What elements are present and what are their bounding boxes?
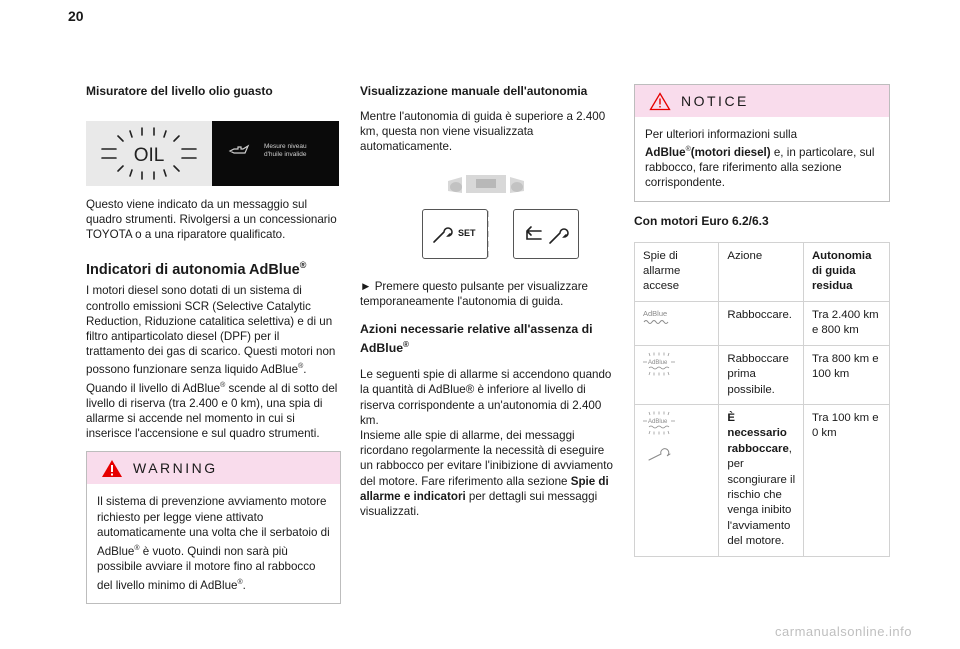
table-row <box>635 301 890 345</box>
table-cell-action <box>719 404 804 556</box>
table-cell-range: Tra 800 km e 100 km <box>803 345 889 404</box>
registered-mark: ® <box>134 544 140 552</box>
table-icon-cell <box>635 404 719 556</box>
watermark-footer: carmanualsonline.info <box>775 624 912 639</box>
notice-title: NOTICE <box>681 93 749 109</box>
warning-text-part3: . <box>242 578 246 592</box>
oil-description: Questo viene indicato da un messaggio sul quadro strumenti. Rivolgersi a un concessionario TOYOTA o a una riparatore qualificato. <box>86 198 337 242</box>
actions-p2-part1: Insieme alle spie di allarme, dei messaggi ricordano regolarmente la necessità di eseguire un rabbocco per evitare l'inibizione di avviamento del motore. Fare riferimento alla sezione <box>360 428 613 488</box>
notice-text-part1: Per ulteriori informazioni sulla <box>645 128 798 141</box>
notice-bold-diesel: (motori diesel) <box>690 146 771 160</box>
table-row <box>635 404 890 556</box>
warning-header <box>87 452 340 484</box>
notice-text-part2: e, in particolare, sul rabbocco, fare riferimento alla sezione corrispondente. <box>645 146 875 190</box>
warning-box <box>86 451 341 604</box>
adblue-flashing-icon <box>643 352 675 376</box>
oil-label: OIL <box>133 145 165 166</box>
actions-paragraph-2 <box>360 428 618 519</box>
manual-display-heading: Visualizzazione manuale dell'autonomia <box>360 84 588 98</box>
table-row <box>635 345 890 404</box>
must-refill-bold: È necessario rabboccare <box>727 411 789 455</box>
table-icon-cell <box>635 345 719 404</box>
table-header-cell: Autonomia di guida residua <box>803 242 889 301</box>
table-header-cell: Spie di allarme accese <box>635 242 719 301</box>
notice-text <box>645 127 880 191</box>
registered-mark: ® <box>403 340 409 350</box>
actions-heading-text: Azioni necessarie relative all'assenza di AdBlue <box>360 322 593 356</box>
oil-display-screen <box>212 121 339 186</box>
adblue-icon-label: AdBlue <box>648 418 668 425</box>
registered-mark: ® <box>685 146 691 154</box>
column-left <box>86 84 341 604</box>
table-icon-cell <box>635 301 719 345</box>
oil-message-line2: d'huile invalide <box>264 150 307 158</box>
dashboard-icon <box>442 167 530 203</box>
table-header-cell: Azione <box>719 242 804 301</box>
column-middle <box>360 84 618 519</box>
adblue-flashing-icon <box>643 411 675 435</box>
warning-text <box>97 494 331 593</box>
return-wrench-icon <box>523 224 571 246</box>
registered-mark: ® <box>298 363 304 371</box>
warning-text-part1: Il sistema di prevenzione avviamento motore richiesto per legge viene attivato automaticamente una volta che il serbatoio di AdBlue <box>97 495 330 558</box>
actions-heading <box>360 322 618 356</box>
table-cell-action: Rabboccare. <box>719 301 804 345</box>
adblue-heading-text: Indicatori di autonomia AdBlue <box>86 261 300 278</box>
oil-warning-illustration <box>86 121 339 186</box>
adblue-text-part3: scende al di sotto del livello di riserva (tra 2.400 e 0 km), una spia di allarme si accende nel momento in cui si inserisce l'accensione e sul quadro strumenti. <box>86 381 338 440</box>
table-cell-range: Tra 100 km e 0 km <box>803 404 889 556</box>
column-right <box>634 84 890 557</box>
warning-title: WARNING <box>133 460 218 477</box>
notice-box <box>634 84 890 202</box>
adblue-heading <box>86 256 341 279</box>
euro-engines-heading: Con motori Euro 6.2/6.3 <box>634 213 769 228</box>
oil-message-line1: Mesure niveau <box>264 143 307 150</box>
actions-paragraph-1: Le seguenti spie di allarme si accendono quando la quantità di AdBlue® è inferiore al livello di riserva corrispondente a un'autonomia di 2.400 km. <box>360 368 612 427</box>
warning-lights-section-ref: Spie di allarme e indicatori <box>360 474 609 503</box>
notice-bold-adblue: AdBlue <box>645 146 686 160</box>
registered-mark: ® <box>220 381 226 389</box>
adblue-text-part1: I motori diesel sono dotati di un sistema di controllo emissioni SCR (Selective Catalytic Reduction, Riduzione catalitica selettiva) e di un filtro antiparticolato diesel (DPF) per il trattamento dei gas di scarico. Questi motori non possono funzionare senza liquido AdBlue <box>86 284 336 377</box>
table-cell-range: Tra 2.400 km e 800 km <box>803 301 889 345</box>
adblue-icon <box>643 308 673 326</box>
must-refill-rest: , per scongiurare il rischio che venga inibito l'avviamento del motore. <box>727 442 796 548</box>
table-header-row <box>635 242 890 301</box>
adblue-description <box>86 283 341 441</box>
warning-triangle-icon <box>101 459 123 478</box>
set-button-illustration <box>360 167 618 259</box>
oil-gauge-heading: Misuratore del livello olio guasto <box>86 84 273 98</box>
actions-p2-part2: per dettagli sui messaggi visualizzati. <box>360 489 598 518</box>
service-wrench-icon <box>647 448 673 462</box>
wrench-icon <box>431 225 455 245</box>
adblue-icon-label: AdBlue <box>643 308 668 318</box>
registered-mark: ® <box>237 578 243 586</box>
adblue-icon-label: AdBlue <box>648 359 668 366</box>
warning-text-part2: è vuoto. Quindi non sarà più possibile avviare il motore fino al rabbocco del livello minimo di AdBlue <box>97 544 316 592</box>
adblue-text-part2: . Quando il livello di AdBlue <box>86 363 307 395</box>
registered-mark: ® <box>299 259 307 270</box>
set-button-label: SET <box>458 227 476 238</box>
oil-can-icon <box>228 144 250 158</box>
reset-button[interactable] <box>513 209 579 259</box>
table-cell-action: Rabboccare prima possibile. <box>719 345 804 404</box>
oil-warning-lamp <box>86 121 212 186</box>
oil-flashing-icon <box>86 121 212 186</box>
notice-triangle-icon <box>649 92 671 111</box>
notice-header <box>635 85 889 117</box>
press-button-instruction: ► Premere questo pulsante per visualizzare temporaneamente l'autonomia di guida. <box>360 279 589 308</box>
set-button[interactable] <box>422 209 488 259</box>
page-number: 20 <box>68 8 84 24</box>
manual-display-text: Mentre l'autonomia di guida è superiore a 2.400 km, questa non viene visualizzata automaticamente. <box>360 110 606 154</box>
adblue-table <box>634 242 890 557</box>
